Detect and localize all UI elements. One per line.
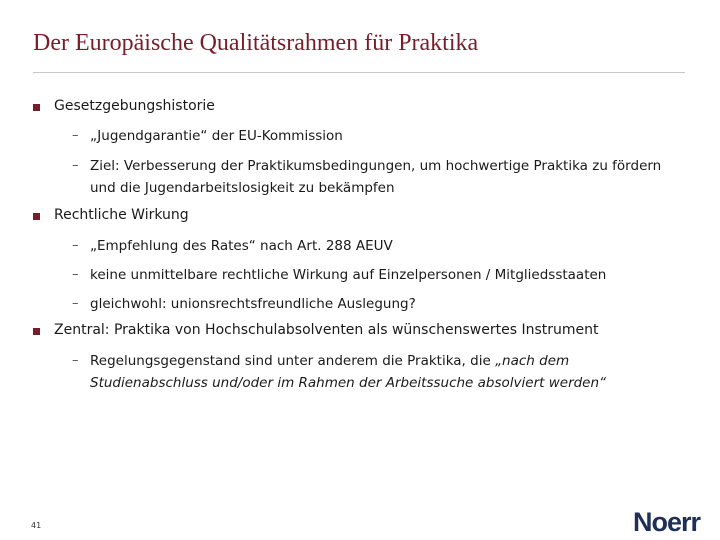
noerr-logo [633, 508, 707, 534]
page-number: 41 [31, 521, 42, 530]
bullet-heading: Gesetzgebungshistorie [54, 98, 215, 114]
dash-icon: – [72, 267, 79, 282]
dash-icon: – [72, 238, 79, 253]
bullet-square-icon [33, 104, 40, 111]
slide-title: Der Europäische Qualitätsrahmen für Praktika [33, 30, 479, 56]
dash-icon: – [72, 158, 79, 173]
bullet-square-icon [33, 213, 40, 220]
dash-icon: – [72, 296, 79, 311]
sub-bullet: „Jugendgarantie“ der EU-Kommission [90, 128, 343, 144]
sub-bullet: Ziel: Verbesserung der Praktikumsbedingungen, um hochwertige Praktika zu fördern und die Jugendarbeitslosigkeit zu bekämpfen [90, 158, 662, 196]
sub-bullet [90, 350, 690, 394]
logo-text: Noerr [633, 508, 701, 534]
title-divider [33, 72, 685, 73]
dash-icon: – [72, 353, 79, 368]
dash-icon: – [72, 128, 79, 143]
sub-bullet-text: Regelungsgegenstand sind unter anderem die Praktika, die [90, 353, 496, 369]
quoted-text: „nach dem Studienabschluss und/oder im Rahmen der Arbeitssuche absolviert werden“ [90, 353, 607, 391]
sub-bullet: gleichwohl: unionsrechtsfreundliche Auslegung? [90, 296, 416, 312]
sub-bullet: keine unmittelbare rechtliche Wirkung auf Einzelpersonen / Mitgliedsstaaten [90, 267, 607, 283]
noerr-logo-icon [633, 508, 707, 534]
bullet-square-icon [33, 328, 40, 335]
sub-bullet: „Empfehlung des Rates“ nach Art. 288 AEUV [90, 238, 393, 254]
bullet-heading: Rechtliche Wirkung [54, 207, 189, 223]
bullet-heading: Zentral: Praktika von Hochschulabsolventen als wünschenswertes Instrument [54, 322, 599, 338]
